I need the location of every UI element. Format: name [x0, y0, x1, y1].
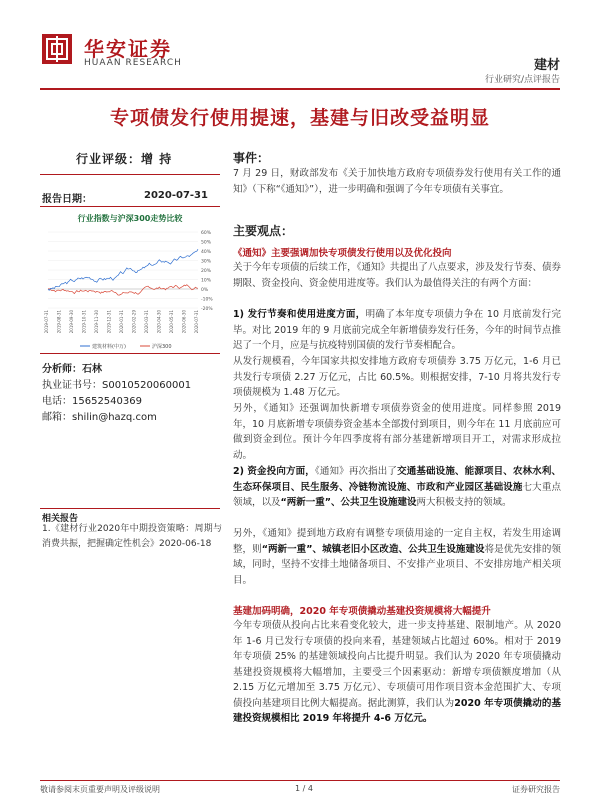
- y-tick-label: 30%: [201, 259, 212, 265]
- x-tick-label: 2020-06-30: [181, 310, 187, 334]
- views-p2: 1) 发行节奏和使用进度方面，明确了本年度专项债力争在 10 月底前发行完毕。对比 2019 年的 9 月底前完成全年新增债券发行任务，今年的时间节点推迟了一个月，应是与抗疫特别国债的发行节奏相配合。: [233, 309, 561, 351]
- x-tick-label: 2020-01-31: [119, 310, 124, 334]
- footer-report-type: 证券研究报告: [512, 785, 560, 794]
- x-tick-label: 2020-05-31: [169, 310, 174, 334]
- page-number: 1 / 4: [295, 784, 313, 793]
- x-tick-label: 2019-12-31: [106, 310, 112, 334]
- report-date-label: 报告日期：: [42, 194, 92, 205]
- views-heading: 主要观点：: [233, 224, 294, 238]
- x-tick-label: 2020-07-31: [194, 310, 199, 334]
- x-tick-label: 2020-02-29: [131, 310, 137, 334]
- views-p4: 另外，《通知》还强调加快新增专项债券资金的使用进度。同样参照 2019 年，10 月底新增专项债券资金基本全部拨付到项目，则今年在 11 月底前应可做到资金到位。预计今年四季度将有部分基建新增项目开工，对需求形成拉动。: [233, 403, 561, 461]
- related-report-item[interactable]: 1.《建材行业2020年中期投资策略：周期与消费共振，把握确定性机会》2020-06-18: [42, 524, 222, 549]
- brand-name-en: HUAAN RESEARCH: [84, 58, 182, 68]
- x-tick-label: 2019-08-31: [56, 310, 62, 334]
- brand-logo-icon: [42, 34, 72, 64]
- views-p6: 另外，《通知》提到地方政府有调整专项债用途的一定自主权，若发生用途调整，则“两新一重”、城镇老旧小区改造、公共卫生设施建设将是优先安排的领域，同时，坚持不安排土地储备项目、不安排产业项目、不安排房地产相关项目。: [233, 528, 561, 586]
- x-tick-label: 2020-04-30: [156, 310, 162, 334]
- disclaimer-note: 敬请参阅末页重要声明及评级说明: [40, 785, 160, 794]
- views-p3: 从发行规模看，今年国家共拟安排地方政府专项债券 3.75 万亿元，1-6 月已共发行专项债 2.27 万亿元，占比 60.5%。则根据安排，7-10 月将共发行专项债规模为 1.48 万亿元。: [233, 356, 561, 398]
- date-divider: [40, 206, 220, 207]
- chart-title: 行业指数与沪深300走势比较: [77, 214, 183, 223]
- report-title: 专项债发行使用提速，基建与旧改受益明显: [109, 107, 490, 129]
- footer-divider: [40, 780, 560, 781]
- y-tick-label: 10%: [201, 278, 212, 284]
- brand-name-cn: 华安证券: [84, 37, 172, 61]
- legend-label-b: 沪深300: [152, 344, 172, 350]
- rating-divider: [40, 174, 220, 175]
- y-tick-label: 50%: [201, 240, 212, 246]
- y-tick-label: 20%: [201, 269, 212, 274]
- views-subhead-2: 基建加码明确，2020 年专项债撬动基建投资规模将大幅提升: [233, 606, 491, 617]
- y-tick-label: 40%: [201, 250, 212, 255]
- x-tick-label: 2019-07-31: [44, 310, 49, 334]
- analyst-name: 分析师：石林: [42, 364, 102, 375]
- related-reports-title: 相关报告: [42, 514, 79, 524]
- report-type: 行业研究/点评报告: [484, 75, 560, 85]
- x-tick-label: 2019-09-30: [69, 310, 74, 334]
- index-comparison-chart: [40, 226, 220, 351]
- related-divider: [40, 508, 220, 509]
- industry-rating: [76, 150, 172, 167]
- event-heading: 事件：: [233, 151, 270, 165]
- analyst-cert: 执业证书号：S0010520060001: [42, 380, 192, 391]
- rating-value: 增 持: [141, 152, 173, 166]
- y-tick-label: 0%: [201, 288, 209, 293]
- analyst-email: 邮箱：shilin@hazq.com: [42, 412, 157, 423]
- event-text: 7 月 29 日，财政部发布《关于加快地方政府专项债券发行使用有关工作的通知》（下称“《通知》”），进一步明确和强调了今年专项债有关事宜。: [233, 168, 561, 195]
- views-p1: 关于今年专项债的后续工作，《通知》共提出了八点要求，涉及发行节奏、债券期限、资金投向、资金使用进度等。我们认为最值得关注的有两个方面：: [233, 262, 561, 289]
- x-tick-label: 2019-10-31: [81, 310, 87, 334]
- views-p7: 今年专项债从投向占比来看变化较大，进一步支持基建、限制地产。从 2020 年 1-6 月已发行专项债的投向来看，基建领域占比超过 60%。相对于 2019 年专项债 25% 的基建领域投向占比提升明显。我们认为 2020 年专项债撬动基建投资规模将大幅增加，主要受三个因素驱动：新增专项债额度增加（从 2.15 万亿元增加至 3.75 万亿元）、专项债可用作项目资本金范围扩大、专项债投向基建项目比例大幅提高。据此测算，我们认为2020 年专项债撬动的基建投资规模相比 2019 年将提升 4-6 万亿元。: [233, 620, 561, 724]
- email-link[interactable]: shilin@hazq.com: [72, 412, 157, 423]
- y-tick-label: -20%: [201, 307, 213, 312]
- x-tick-label: 2019-11-30: [94, 310, 99, 334]
- legend-label-a: 建筑材料(中万): [92, 344, 126, 350]
- views-subhead-1: 《通知》主要强调加快专项债发行使用以及优化投向: [233, 248, 452, 259]
- y-tick-label: -10%: [201, 297, 213, 303]
- chart-divider: [40, 353, 220, 354]
- rating-label: 行业评级：: [76, 152, 142, 166]
- analyst-phone: 电话：15652540369: [42, 396, 142, 407]
- views-p5: 2) 资金投向方面，《通知》再次指出了交通基础设施、能源项目、农林水利、生态环保项目、民生服务、冷链物流设施、市政和产业园区基础设施七大重点领域，以及“两新一重”、公共卫生设施建设两大积极支持的领域。: [233, 466, 561, 508]
- header-divider: [40, 88, 560, 90]
- industry-label: 建材: [533, 58, 560, 73]
- series-line-hs300: [48, 285, 198, 295]
- y-tick-label: 60%: [201, 231, 212, 236]
- x-tick-label: 2020-03-31: [144, 310, 149, 334]
- report-date-value: 2020-07-31: [144, 190, 208, 201]
